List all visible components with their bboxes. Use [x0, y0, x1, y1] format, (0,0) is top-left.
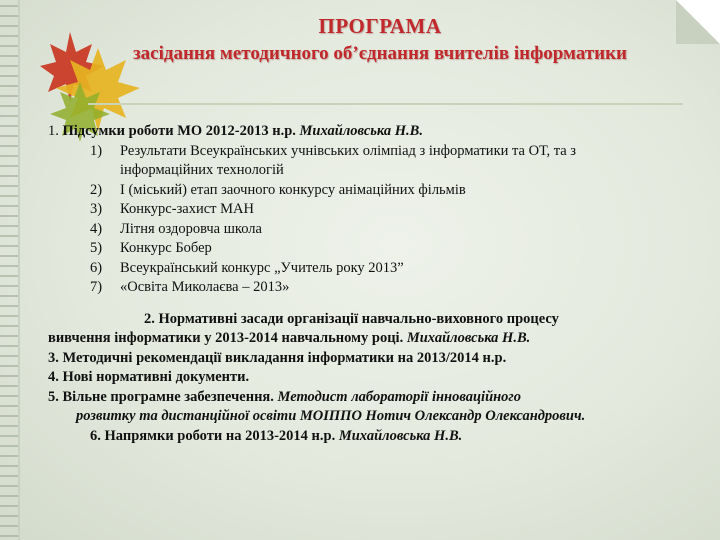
page-title: ПРОГРАМА: [318, 14, 442, 38]
divider: [88, 103, 683, 105]
agenda-item-6: 6. Напрямки роботи на 2013-2014 н.р. Михайловська Н.В.: [90, 427, 463, 444]
notebook-spiral: [0, 0, 20, 540]
agenda-item-6-author: Михайловська Н.В.: [338, 427, 463, 444]
agenda-item-1-text: Підсумки роботи МО 2012-2013 н.р.: [62, 123, 296, 139]
agenda-item-4: 4. Нові нормативні документи.: [48, 369, 250, 385]
agenda-item-1-author: Михайловська Н.В.: [299, 123, 423, 139]
agenda: [48, 122, 720, 446]
agenda-item-5-line-2: розвитку та дистанційної освіти МОІППО Нотич Олександр Олександрович.: [76, 408, 586, 424]
agenda-item-1-sublist: [48, 142, 720, 298]
list-item: 4) Літня оздоровча школа: [90, 220, 262, 237]
agenda-item-2-author: Михайловська Н.В.: [406, 330, 531, 346]
list-item: 3) Конкурс-захист МАН: [90, 201, 254, 217]
agenda-item-2-line-1: 2. Нормативні засади організації навчально-виховного процесу: [144, 310, 559, 327]
list-item: 6) Всеукраїнський конкурс „Учитель року 2013”: [90, 259, 404, 276]
agenda-item-3: 3. Методичні рекомендації викладання інформатики на 2013/2014 н.р.: [48, 349, 507, 366]
list-item: 5) Конкурс Бобер: [90, 240, 212, 256]
agenda-item-1-number: 1.: [48, 123, 59, 139]
list-item: 7) «Освіта Миколаєва – 2013»: [90, 279, 290, 295]
agenda-item-1: [48, 122, 720, 142]
agenda-item-5-line-1: 5. Вільне програмне забезпечення. Методист лабораторії інноваційного: [48, 388, 522, 405]
list-item: 2) I (міський) етап заочного конкурсу анімаційних фільмів: [90, 181, 466, 198]
header: [40, 14, 720, 65]
page-subtitle: засідання методичного об’єднання вчителів інформатики: [133, 43, 627, 64]
notebook-edge: [18, 0, 20, 540]
agenda-item-2-line-2: вивчення інформатики у 2013-2014 навчальному році. Михайловська Н.В.: [48, 330, 531, 346]
list-item: 1) Результати Всеукраїнських учнівських олімпіад з інформатики та ОТ, та з інформаційних технологій: [90, 142, 576, 178]
